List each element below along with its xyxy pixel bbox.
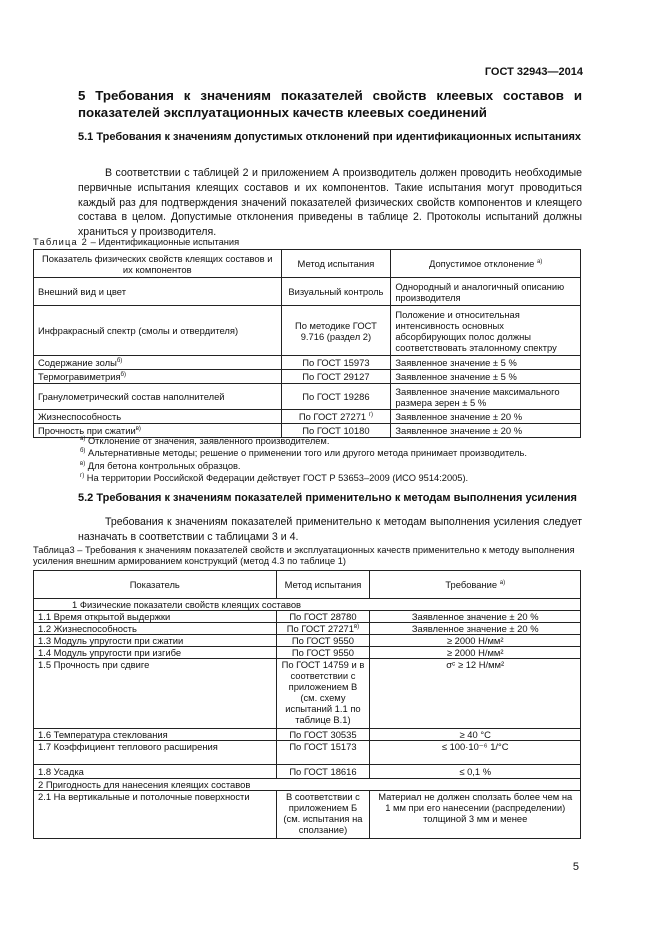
table3-cell-property: 1.6 Температура стеклования [34,729,277,741]
footnote-mark: а) [499,579,506,586]
table3-header-property: Показатель [34,571,277,599]
table3-cell-property: 1.8 Усадка [34,765,277,779]
table3-cell-requirement: Заявленное значение ± 20 % [370,623,581,635]
subsection-5-1-title: 5.1 Требования к значениям допустимых отклонений при идентификационных испытаниях [78,131,582,143]
table-row [34,765,581,779]
table3-cell-property: 1.2 Жизнеспособность [34,623,277,635]
table3-cell-method: В соответствии с приложением Б (см. испытания на сползание) [276,791,370,839]
table3-cell-method: По ГОСТ 14759 и в соответствии с приложением В (см. схему испытаний 1.1 по таблице В.1) [276,659,370,729]
table-2 [33,249,581,438]
table-row [34,791,581,839]
table2-header-row [34,250,581,278]
footnote-mark: г) [80,473,85,480]
table3-group-1: 1 Физические показатели свойств клеящих составов [34,599,581,611]
document-code: ГОСТ 32943—2014 [484,66,583,78]
footnote-mark: а) [80,435,86,442]
table-row [34,659,581,729]
table2-cell-method: Визуальный контроль [281,278,391,306]
note-text: Для бетона контрольных образцов. [87,460,241,471]
table2-caption-text: Идентификационные испытания [98,237,240,247]
page-number: 5 [572,861,579,873]
table3-cell-requirement: ≤ 100·10⁻⁶ 1/°С [370,741,581,765]
table3-cell-method: По ГОСТ 30535 [276,729,370,741]
table3-group-row [34,779,581,791]
table3-caption [33,545,581,568]
table-row [34,384,581,410]
table3-cell-property: 1.1 Время открытой выдержки [34,611,277,623]
table2-cell-method: По ГОСТ 29127 [281,370,391,384]
paragraph-5-2: Требования к значениям показателей применительно к методам выполнения усиления следует назначать в соответствии с таблицами 3 и 4. [78,516,582,543]
table2-cell-method: По ГОСТ 19286 [281,384,391,410]
table2-method-text: По ГОСТ 27271 [298,411,367,422]
table2-cell-deviation: Заявленное значение ± 20 % [391,424,581,438]
table3-cell-property: 1.5 Прочность при сдвиге [34,659,277,729]
table3-cell-requirement: ≥ 40 °С [370,729,581,741]
table3-header-method: Метод испытания [276,571,370,599]
table2-cell-deviation: Заявленное значение ± 5 % [391,356,581,370]
table2-property-text: Содержание золы [38,357,117,368]
table3-header-requirement-text: Требование [445,579,498,590]
table2-header-property: Показатель физических свойств клеящих составов и их компонентов [34,250,282,278]
table-row [34,647,581,659]
footnote-mark: б) [120,371,126,378]
table-row [34,278,581,306]
table3-cell-method: По ГОСТ 9550 [276,635,370,647]
table-row [34,729,581,741]
table2-cell-property [34,370,282,384]
table2-note [80,472,600,484]
table2-header-deviation [391,250,581,278]
table3-group-row [34,599,581,611]
table3-header-row [34,571,581,599]
table2-cell-method: По ГОСТ 15973 [281,356,391,370]
table3-cell-requirement: ≥ 2000 Н/мм² [370,635,581,647]
table2-caption-dash: – [88,237,99,247]
note-text: На территории Российской Федерации действует ГОСТ Р 53653–2009 (ИСО 9514:2005). [86,473,469,484]
table3-cell-requirement: Материал не должен сползать более чем на 1 мм при его нанесении (распределении) толщиной 3 мм и менее [370,791,581,839]
table2-cell-property: Гранулометрический состав наполнителей [34,384,282,410]
table-row [34,306,581,356]
table2-cell-deviation: Однородный и аналогичный описанию производителя [391,278,581,306]
table-row [34,370,581,384]
table2-cell-method: По методике ГОСТ 9.716 (раздел 2) [281,306,391,356]
table3-cell-property: 1.3 Модуль упругости при сжатии [34,635,277,647]
table3-cell-requirement: ≥ 2000 Н/мм² [370,647,581,659]
table3-cell-method: По ГОСТ 18616 [276,765,370,779]
table2-note [80,460,600,472]
table2-cell-deviation: Заявленное значение максимального размера зерен ± 5 % [391,384,581,410]
footnote-mark: а) [536,258,543,265]
table3-caption-label: Таблица3 [33,545,75,555]
table2-cell-deviation: Положение и относительная интенсивность основных абсорбирующих полос должны соответствовать эталонному спектру [391,306,581,356]
table3-cell-requirement: ≤ 0,1 % [370,765,581,779]
table-row [34,356,581,370]
table2-cell-property: Инфракрасный спектр (смолы и отвердителя) [34,306,282,356]
subsection-5-2-title: 5.2 Требования к значениям показателей применительно к методам выполнения усиления [78,492,577,504]
table2-cell-method: По ГОСТ 10180 [281,424,391,438]
table2-caption-label: Таблица 2 [33,237,89,247]
table2-cell-property: Жизнеспособность [34,410,282,424]
table3-cell-property: 1.4 Модуль упругости при изгибе [34,647,277,659]
table3-cell-requirement: σᶜ ≥ 12 Н/мм² [370,659,581,729]
table2-notes [80,435,600,485]
footnote-mark: г) [368,411,373,418]
footnote-mark: в) [353,623,360,630]
section-title: 5 Требования к значениям показателей свойств клеевых составов и показателей эксплуатационных качеств клеевых соединений [78,88,582,120]
table3-cell-method: По ГОСТ 9550 [276,647,370,659]
footnote-mark: в) [135,425,141,432]
paragraph-5-1: В соответствии с таблицей 2 и приложением А производитель должен проводить необходимые первичные испытания клеящих составов и их компонентов. Такие испытания могут проводиться каждый раз для подтверждения значений показателей физических свойств компонентов и клеящего состава в целом. Допустимые отклонения приведены в таблице 2. Протоколы испытаний должны храниться у производителя. [78,167,582,239]
table2-note [80,447,600,459]
table2-property-text: Термогравиметрия [38,371,121,382]
table2-header-deviation-text: Допустимое отклонение [429,258,535,269]
table2-cell-deviation: Заявленное значение ± 5 % [391,370,581,384]
table3-cell-property: 1.7 Коэффициент теплового расширения [34,741,277,765]
table3-cell-property: 2.1 На вертикальные и потолочные поверхности [34,791,277,839]
footnote-mark: в) [80,460,86,467]
table3-header-requirement [370,571,581,599]
table3-group-2: 2 Пригодность для нанесения клеящих составов [34,779,581,791]
table3-cell-requirement: Заявленное значение ± 20 % [370,611,581,623]
table-row [34,611,581,623]
table2-cell-property: Внешний вид и цвет [34,278,282,306]
table3-caption-text: – Требования к значениям показателей свойств и эксплуатационных качеств применительно к методу выполнения усиления внешним армированием конструкций (метод 4.3 по таблице 1) [33,545,575,567]
table3-cell-method [276,623,370,635]
footnote-mark: б) [80,448,86,455]
table3-cell-method: По ГОСТ 28780 [276,611,370,623]
table-row [34,635,581,647]
table2-cell-deviation: Заявленное значение ± 20 % [391,410,581,424]
table2-cell-method [281,410,391,424]
table2-header-method: Метод испытания [281,250,391,278]
table3-method-text: По ГОСТ 27271 [286,623,354,634]
table-3 [33,570,581,839]
note-text: Альтернативные методы; решение о применении того или другого метода принимает производитель. [88,448,527,459]
table2-caption [33,237,633,248]
table-row [34,623,581,635]
table-row [34,410,581,424]
table3-cell-method: По ГОСТ 15173 [276,741,370,765]
note-text: Отклонение от значения, заявленного производителем. [87,436,330,446]
table2-cell-property [34,356,282,370]
table-row [34,741,581,765]
footnote-mark: б) [116,357,123,364]
table2-note [80,435,600,447]
table2-property-text: Прочность при сжатии [38,425,136,436]
